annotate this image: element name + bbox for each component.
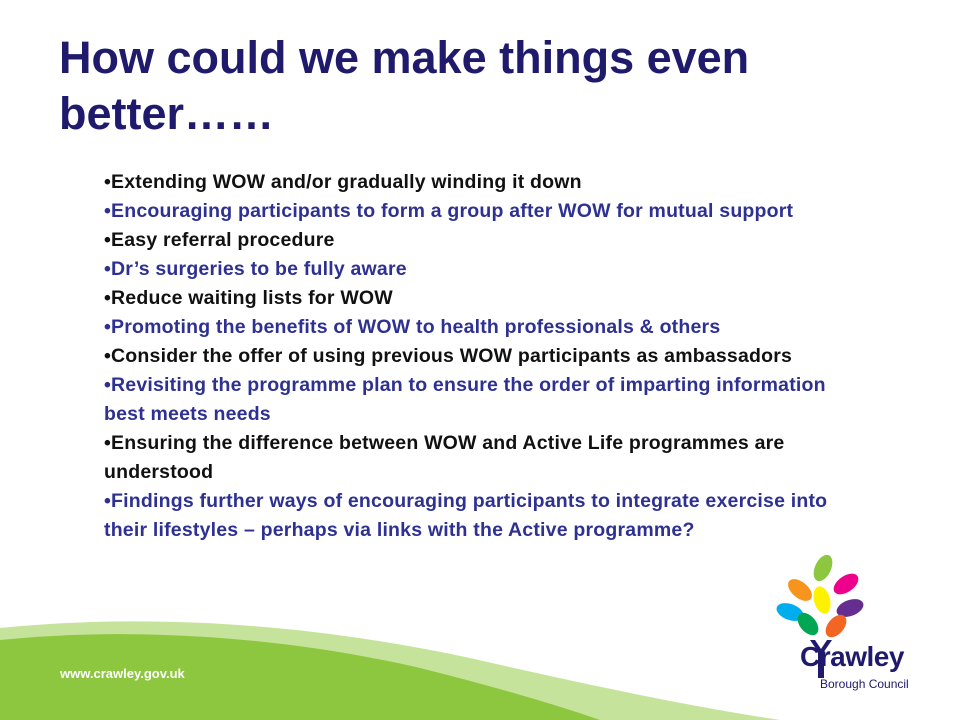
bullet-item: •Reduce waiting lists for WOW	[104, 287, 393, 309]
bullet-item: •Easy referral procedure	[104, 229, 335, 251]
bullet-item: •Dr’s surgeries to be fully aware	[104, 258, 407, 280]
bullet-item: •Ensuring the difference between WOW and Active Life programmes are understood	[104, 432, 785, 483]
bullet-item: •Promoting the benefits of WOW to health professionals & others	[104, 316, 721, 338]
bullet-item: •Extending WOW and/or gradually winding it down	[104, 171, 582, 193]
leaf	[811, 584, 834, 615]
leaf	[810, 552, 836, 584]
bullet-item: •Revisiting the programme plan to ensure the order of imparting information best meets needs	[104, 374, 826, 425]
logo-subname: Borough Council	[820, 677, 909, 691]
slide-title: How could we make things even better……	[59, 32, 750, 139]
bullet-item: •Encouraging participants to form a group after WOW for mutual support	[104, 200, 794, 222]
logo-name: Crawley	[800, 641, 904, 672]
bullet-item: •Consider the offer of using previous WOW participants as ambassadors	[104, 345, 793, 367]
bullet-item: •Findings further ways of encouraging participants to integrate exercise into their lifestyles – perhaps via links with the Active programme?	[104, 490, 828, 541]
website-url: www.crawley.gov.uk	[60, 666, 185, 681]
bullet-list	[104, 168, 864, 545]
leaf	[830, 569, 862, 598]
leaf	[784, 575, 816, 605]
